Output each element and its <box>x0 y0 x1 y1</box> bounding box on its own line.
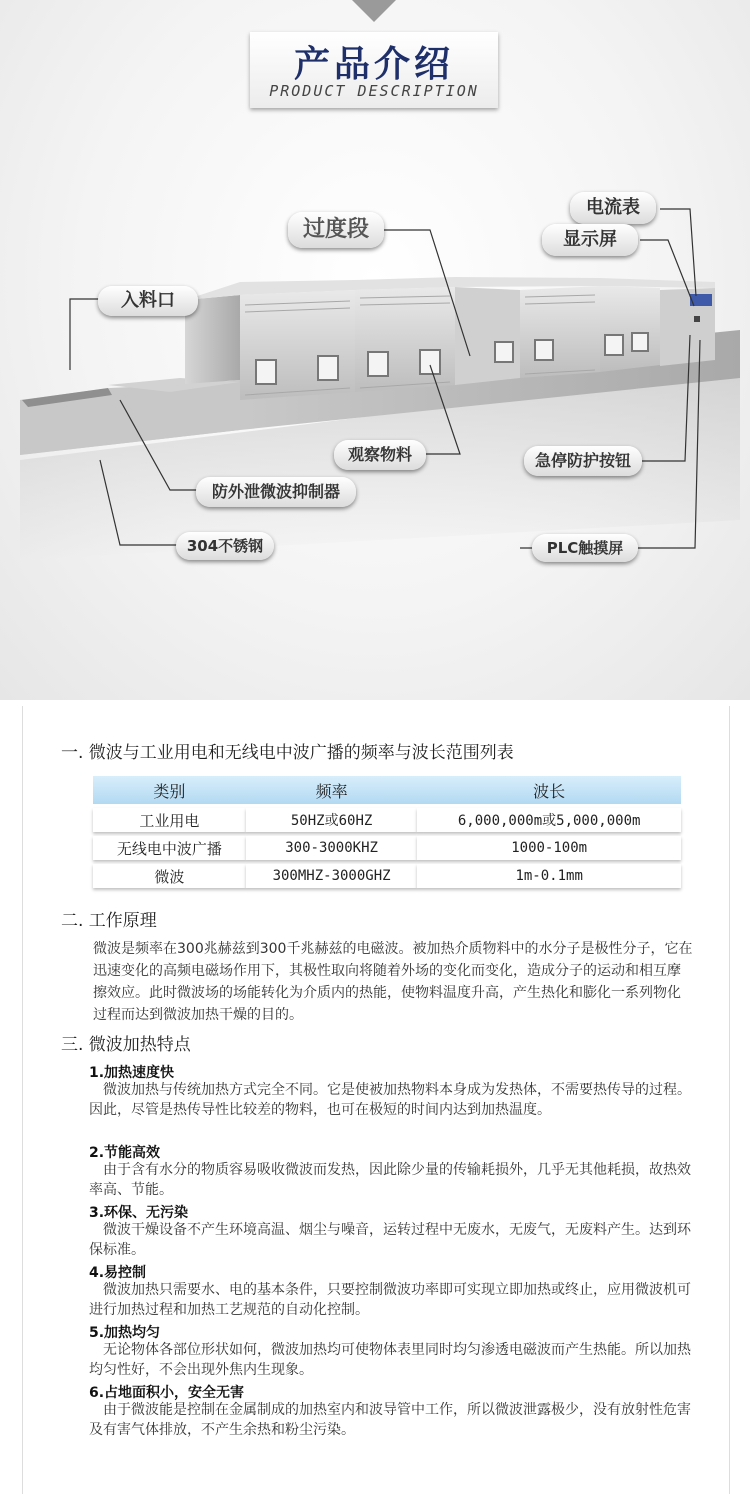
table-row <box>93 836 681 860</box>
feature-3-heading: 3.环保、无污染 <box>89 1205 189 1221</box>
table-cell: 6,000,000m或5,000,000m <box>417 808 681 832</box>
table-header-cell: 频率 <box>246 776 417 804</box>
table-cell: 1000-100m <box>417 836 681 860</box>
table-cell: 1m-0.1mm <box>417 864 681 888</box>
callout-display: 显示屏 <box>542 224 638 256</box>
callout-stainless-steel: 304不锈钢 <box>176 532 274 560</box>
callout-ammeter: 电流表 <box>570 192 656 224</box>
feature-6-text: 由于微波能是控制在金属制成的加热室内和波导管中工作，所以微波泄露极少，没有放射性危害及有害气体排放，不产生余热和粉尘污染。 <box>89 1402 691 1438</box>
feature-1-text: 微波加热与传统加热方式完全不同。它是使被加热物料本身成为发热体，不需要热传导的过程。因此，尽管是热传导性比较差的物料，也可在极短的时间内达到加热温度。 <box>89 1082 691 1118</box>
table-cell: 50HZ或60HZ <box>246 808 417 832</box>
table-row <box>93 864 681 888</box>
feature-2-text: 由于含有水分的物质容易吸收微波而发热，因此除少量的传输耗损外，几乎无其他耗损，故热效率高、节能。 <box>89 1162 691 1198</box>
callout-anti-leak: 防外泄微波抑制器 <box>196 477 356 507</box>
table-cell: 微波 <box>93 864 246 888</box>
table-cell: 无线电中波广播 <box>93 836 246 860</box>
section-3-title: 三. 微波加热特点 <box>61 1035 191 1055</box>
table-cell: 工业用电 <box>93 808 246 832</box>
feature-3-text: 微波干燥设备不产生环境高温、烟尘与噪音，运转过程中无废水，无废气，无废料产生。达到环保标准。 <box>89 1222 691 1258</box>
feature-2-heading: 2.节能高效 <box>89 1145 161 1161</box>
callout-emergency-stop: 急停防护按钮 <box>524 446 642 476</box>
microwave-dryer-illustration <box>0 0 750 700</box>
table-cell: 300MHZ-3000GHZ <box>246 864 417 888</box>
callout-plc-touchscreen: PLC触摸屏 <box>532 534 638 562</box>
feature-5-heading: 5.加热均匀 <box>89 1325 161 1341</box>
page-subtitle: PRODUCT DESCRIPTION <box>269 82 479 100</box>
table-header-cell: 波长 <box>417 776 681 804</box>
table-header-cell: 类别 <box>93 776 246 804</box>
product-hero <box>0 0 750 700</box>
section-2-text: 微波是频率在300兆赫兹到300千兆赫兹的电磁波。被加热介质物料中的水分子是极性分子，它在迅速变化的高频电磁场作用下，其极性取向将随着外场的变化而变化，造成分子的运动和相互摩擦效应。此时微波场的场能转化为介质内的热能，使物料温度升高，产生热化和膨化一系列物化过程而达到微波加热干燥的目的。 <box>93 941 693 1023</box>
page-title: 产品介绍 <box>293 44 454 85</box>
feature-5-text: 无论物体各部位形状如何，微波加热均可使物体表里同时均匀渗透电磁波而产生热能。所以加热均匀性好，不会出现外焦内生现象。 <box>89 1342 691 1378</box>
section-2-title: 二. 工作原理 <box>61 911 157 931</box>
feature-6-heading: 6.占地面积小，安全无害 <box>89 1385 245 1401</box>
feature-4-text: 微波加热只需要水、电的基本条件，只要控制微波功率即可实现立即加热或终止，应用微波机可进行加热过程和加热工艺规范的自动化控制。 <box>89 1282 691 1318</box>
description-content <box>22 706 730 1494</box>
callout-transition: 过度段 <box>288 212 384 248</box>
frequency-table <box>93 772 681 892</box>
table-cell: 300-3000KHZ <box>246 836 417 860</box>
callout-observe: 观察物料 <box>334 440 426 470</box>
section-1-title: 一. 微波与工业用电和无线电中波广播的频率与波长范围列表 <box>61 743 514 763</box>
feature-1-heading: 1.加热速度快 <box>89 1065 175 1081</box>
callout-inlet: 入料口 <box>98 286 198 316</box>
table-header-row <box>93 776 681 804</box>
feature-4-heading: 4.易控制 <box>89 1265 147 1281</box>
table-row <box>93 808 681 832</box>
